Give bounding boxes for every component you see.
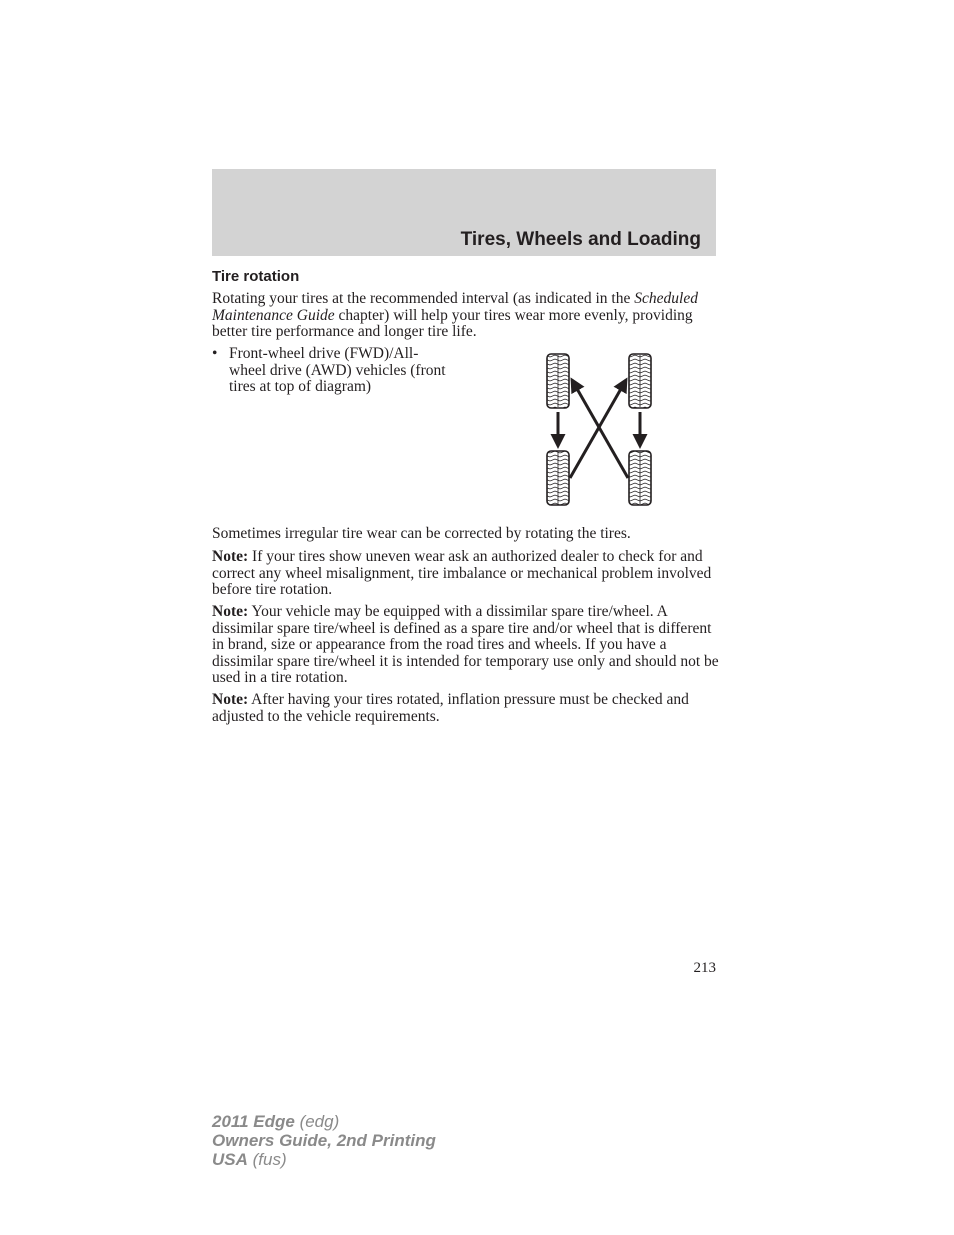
section-heading: Tire rotation xyxy=(212,268,300,285)
arrow-diagonal-icon xyxy=(572,380,628,478)
bullet-dot: • xyxy=(212,345,218,362)
footer-print-info xyxy=(212,1112,436,1169)
note-paragraph xyxy=(212,692,722,725)
footer-line-market xyxy=(212,1150,436,1169)
tire-icon xyxy=(547,354,569,408)
footer-market-code: (fus) xyxy=(247,1150,287,1169)
irregular-wear-paragraph: Sometimes irregular tire wear can be corrected by rotating the tires. xyxy=(212,525,631,542)
note-text: After having your tires rotated, inflation pressure must be checked and adjusted to the vehicle requirements. xyxy=(212,691,689,725)
note-text: If your tires show uneven wear ask an authorized dealer to check for and correct any wheel misalignment, tire imbalance or mechanical problem involved before tire rotation. xyxy=(212,548,712,598)
footer-model: 2011 Edge xyxy=(212,1112,295,1131)
note-label: Note: xyxy=(212,603,249,620)
footer-model-code: (edg) xyxy=(294,1112,340,1131)
note-paragraph xyxy=(212,604,722,687)
footer-line-guide xyxy=(212,1131,436,1150)
bullet-item-fwd-awd xyxy=(212,346,452,396)
tire-rotation-diagram xyxy=(540,350,660,510)
tire-icon xyxy=(547,451,569,505)
chapter-title: Tires, Wheels and Loading xyxy=(460,229,701,250)
note-label: Note: xyxy=(212,548,249,565)
tire-icon xyxy=(629,354,651,408)
arrow-diagonal-icon xyxy=(570,380,626,478)
footer-market: USA xyxy=(212,1150,248,1169)
note-text: Your vehicle may be equipped with a dissimilar spare tire/wheel. A dissimilar spare tire/wheel is defined as a spare tire and/or wheel that is different in brand, size or appearance from the road tires and wheels. If you have a dissimilar spare tire/wheel it is intended for temporary use only and should not be used in a tire rotation. xyxy=(212,603,719,686)
intro-text-after: chapter) will help your tires wear more evenly, providing better tire performance and longer tire life. xyxy=(212,306,693,340)
chapter-header-band xyxy=(212,169,716,256)
note-paragraph xyxy=(212,549,722,599)
tire-icon xyxy=(629,451,651,505)
note-label: Note: xyxy=(212,691,249,708)
page-number: 213 xyxy=(693,960,716,976)
footer-guide: Owners Guide, 2nd Printing xyxy=(212,1131,436,1150)
footer-line-model xyxy=(212,1112,436,1131)
bullet-text: Front-wheel drive (FWD)/All-wheel drive (AWD) vehicles (front tires at top of diagram) xyxy=(229,345,446,395)
intro-italic-ref: Scheduled Maintenance Guide xyxy=(212,290,698,324)
intro-text-before: Rotating your tires at the recommended interval (as indicated in the xyxy=(212,290,635,307)
intro-paragraph xyxy=(212,291,722,341)
